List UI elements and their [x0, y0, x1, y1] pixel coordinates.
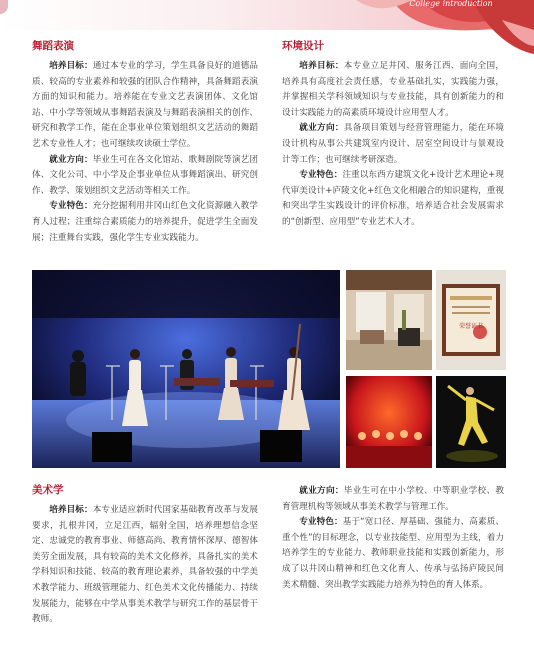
- goal-paragraph: [32, 503, 258, 628]
- goal-paragraph: [32, 59, 258, 153]
- section-fine-arts-continued: [282, 484, 504, 593]
- feature-label: 专业特色：: [299, 517, 343, 528]
- header-caption: College introduction: [409, 0, 493, 8]
- job-text: 毕业生可在各文化馆站、歌舞剧院等演艺团体、文化公司、中小学及企事业单位从事舞蹈演出、研究创作、教学、策划组织文艺活动等相关工作。: [32, 154, 258, 196]
- goal-paragraph: [282, 59, 504, 121]
- certificate-text: 荣誉证书: [458, 323, 484, 330]
- red-stage-photo: [346, 376, 432, 468]
- job-label: 就业方向：: [49, 154, 93, 165]
- section-title: 舞蹈表演: [32, 40, 74, 52]
- section-dance: [32, 40, 258, 246]
- goal-text: 通过本专业的学习，学生具备良好的道德品质、较高的专业素养和较强的团队合作精神，具备舞蹈表演方面的知识和能力。培养能在专业文艺表演团体、文化馆站、中小学等领域从事舞蹈表演及与舞蹈表演相关的创作、研究和教学工作，能在企事业单位策划组织文艺活动的舞蹈艺术专业性人才；也可继续攻读硕士学位。: [32, 61, 258, 149]
- feature-text: 注重以东西方建筑文化+设计艺术理论+现代审美设计+庐陵文化+红色文化相融合的知识建构，重视和突出学生实践设计的评价标准，培养适合社会发展需求的“创新型、应用型”专业艺术人才。: [282, 170, 504, 227]
- goal-label: 培养目标：: [299, 61, 344, 71]
- certificate-photo: [436, 270, 506, 370]
- goal-text: 本专业立足井冈、服务江西、面向全国，培养具有高度社会责任感，专业基础扎实，实践能力强，并掌握相关学科领域知识与专业技能，具有创新能力的和设计实践能力的高素质环境设计应用型人才。: [282, 61, 504, 118]
- section-fine-arts: [32, 484, 258, 628]
- goal-text: 本专业适应新时代国家基础教育改革与发展要求，扎根井冈，立足江西，辐射全国，培养理想信念坚定、忠诚党的教育事业、师德高尚、教育情怀深厚、德智体美劳全面发展，具有较高的美术文化修养，具备扎实的美术学科知识和技能、较高的教育理论素养，具备较强的中学美术教学能力、班级管理能力、红色美术文化传播能力、持续发展能力，能够在中学从事美术教学与研究工作的基层骨干教师。: [32, 505, 258, 625]
- job-paragraph: [282, 121, 504, 168]
- feature-label: 专业特色：: [49, 201, 93, 212]
- job-label: 就业方向：: [299, 486, 344, 496]
- job-label: 就业方向：: [299, 123, 344, 134]
- feature-label: 专业特色：: [299, 170, 343, 181]
- section-title: 环境设计: [282, 40, 324, 52]
- section-title: 美术学: [32, 484, 64, 496]
- job-text: 具备项目策划与经营管理能力，能在环境设计机构从事公共建筑室内设计、居室空间设计与景观设计等工作；也可继续考研深造。: [282, 123, 504, 165]
- job-paragraph: [32, 153, 258, 200]
- interior-photo: [346, 270, 432, 370]
- job-text: 毕业生可在中小学校、中等职业学校、教育管理机构等领域从事美术教学与管理工作。: [282, 486, 504, 512]
- section-environment-design: [282, 40, 504, 231]
- feature-text: 充分挖掘利用井冈山红色文化资源融入教学育人过程；注重综合素质能力的培养提升，促进学生全面发展；注重舞台实践，强化学生专业实践能力。: [32, 201, 258, 243]
- performance-photo: [32, 270, 340, 468]
- goal-label: 培养目标：: [49, 61, 93, 71]
- job-paragraph: [282, 484, 504, 515]
- solo-dancer-photo: [436, 376, 506, 468]
- feature-text: 基于“宽口径、厚基础、强能力、高素质、重个性”的目标理念，以专业技能型、应用型为主线，着力培养学生的专业能力、教师职业技能和实践创新能力，形成了以井冈山精神和红色文化育人、传承与弘扬庐陵民间美术精髓、突出教学实践能力培养为特色的育人体系。: [282, 517, 504, 590]
- feature-paragraph: [282, 515, 504, 593]
- feature-paragraph: [282, 168, 504, 230]
- feature-paragraph: [32, 199, 258, 246]
- goal-label: 培养目标：: [49, 505, 93, 515]
